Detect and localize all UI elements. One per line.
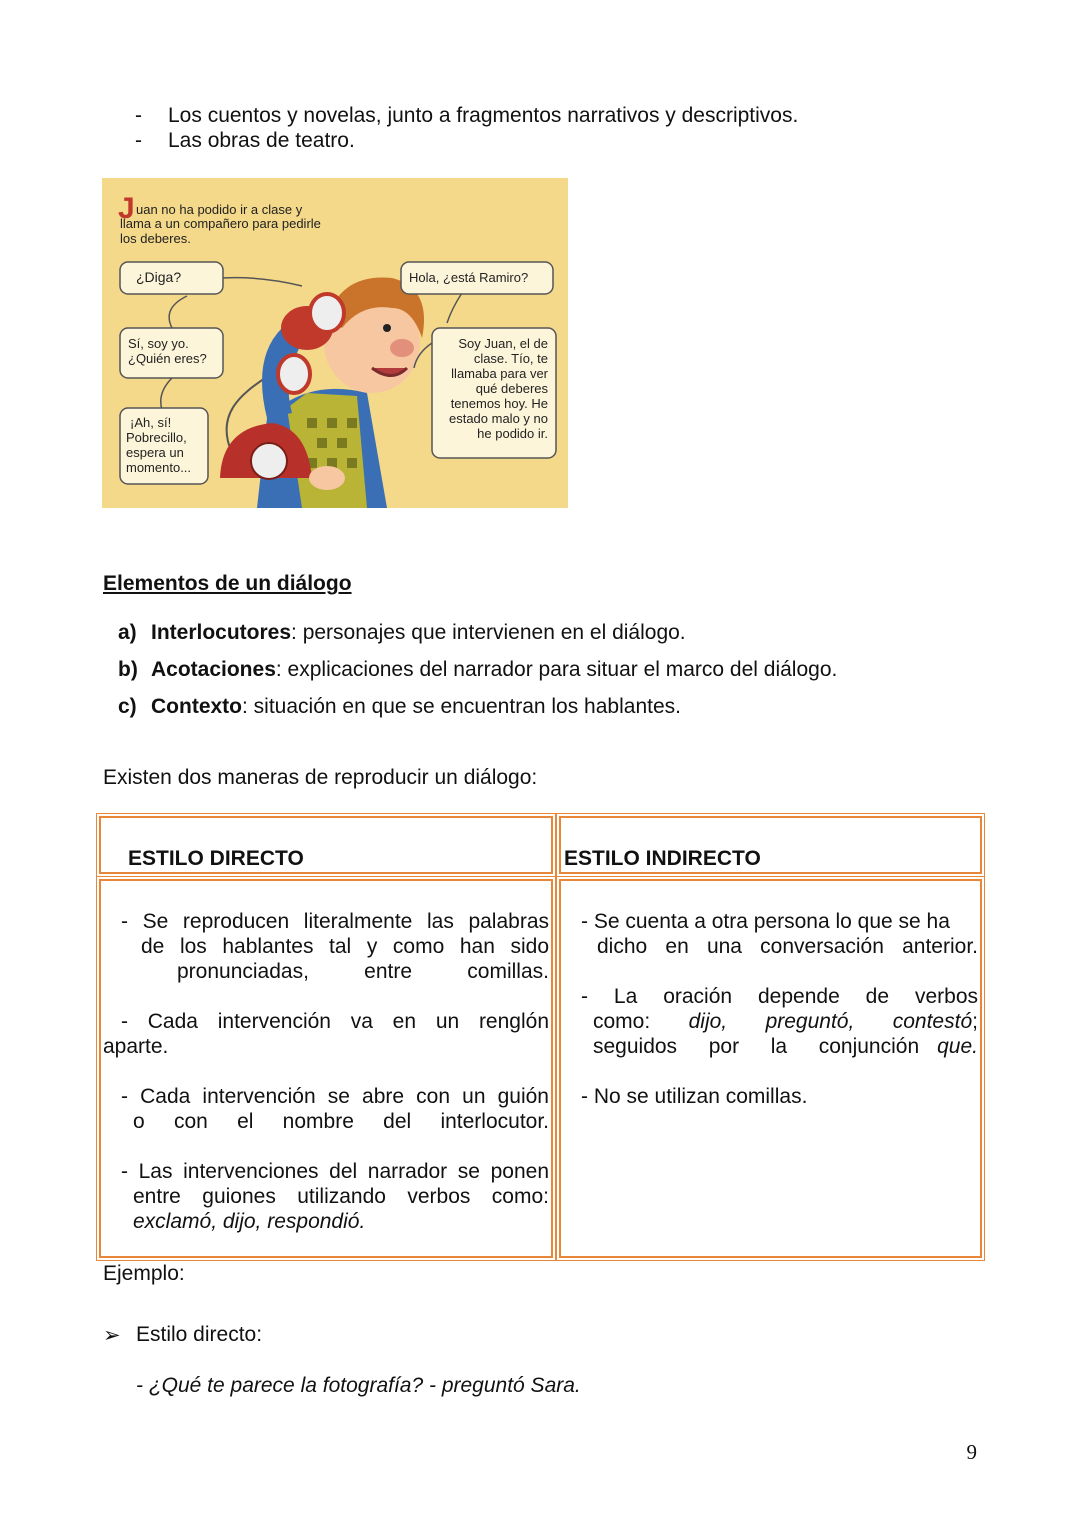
character-hand <box>309 466 345 490</box>
phone-dial <box>251 443 287 479</box>
direct-line: - Cada intervención se abre con un guión <box>121 1085 549 1108</box>
bubble-juan-text: clase. Tío, te <box>473 351 548 366</box>
caption-line: llama a un compañero para pedirle <box>120 216 321 231</box>
bubble-ah-text: momento... <box>126 460 192 475</box>
element-item <box>118 695 681 719</box>
example-sentence: - ¿Qué te parece la fotografía? - preguntó Sara. <box>136 1374 581 1397</box>
page-number: 9 <box>966 1440 977 1464</box>
element-desc: : explicaciones del narrador para situar el marco del diálogo. <box>275 658 838 681</box>
caption-initial: J <box>118 192 135 225</box>
indirect-line: - No se utilizan comillas. <box>581 1085 808 1108</box>
direct-line: aparte. <box>103 1035 169 1058</box>
element-label: a) <box>118 621 137 644</box>
bubble-juan-text: Soy Juan, el de <box>458 336 548 351</box>
bubble-ah-text: ¡Ah, sí! <box>130 415 172 430</box>
caption-line: los deberes. <box>120 231 191 246</box>
bullet-arrow-icon: ➢ <box>103 1324 121 1347</box>
example-bullet-text: Estilo directo: <box>136 1323 263 1346</box>
bullet-text: Los cuentos y novelas, junto a fragmentos narrativos y descriptivos. <box>168 104 799 127</box>
direct-line-verbs: exclamó, dijo, respondió. <box>133 1210 366 1233</box>
indirect-line: - Se cuenta a otra persona lo que se ha <box>581 910 950 933</box>
table-header-direct <box>99 816 553 874</box>
table-header-indirect <box>559 816 982 874</box>
handset-earpiece <box>310 294 344 332</box>
bullet-dash: - <box>135 129 142 152</box>
verb-contesto: contestó <box>892 1010 973 1033</box>
bubble-juan-text: tenemos hoy. He <box>450 396 548 411</box>
direct-line: de los hablantes tal y como han sido <box>141 935 549 958</box>
bubble-hola-text: Hola, ¿está Ramiro? <box>409 270 529 285</box>
bubble-juan-text: estado malo y no <box>448 411 548 426</box>
element-term: Contexto <box>151 695 242 718</box>
verbs-intro: como: <box>593 1010 651 1033</box>
bullet-dash: - <box>135 104 142 127</box>
element-term: Acotaciones <box>151 658 276 681</box>
direct-line: - Se reproducen literalmente las palabras <box>121 910 549 933</box>
bubble-juan-text: he podido ir. <box>477 426 548 441</box>
direct-line: - Cada intervención va en un renglón <box>121 1010 549 1033</box>
intro-sentence: Existen dos maneras de reproducir un diálogo: <box>103 766 538 789</box>
bubble-ah-text: Pobrecillo, <box>126 430 187 445</box>
bullet-text: Las obras de teatro. <box>168 129 355 152</box>
caption-line: uan no ha podido ir a clase y <box>136 202 303 217</box>
element-desc: : situación en que se encuentran los hablantes. <box>242 695 681 718</box>
verb-dijo: dijo, <box>688 1010 728 1033</box>
bubble-si-text: Sí, soy yo. <box>128 336 189 351</box>
indirect-line: dicho en una conversación anterior. <box>597 935 978 958</box>
bubble-ah-text: espera un <box>126 445 184 460</box>
bubble-juan-text: qué deberes <box>475 381 548 396</box>
element-term: Interlocutores <box>151 621 292 644</box>
example-label: Ejemplo: <box>103 1262 185 1285</box>
direct-line: - Las intervenciones del narrador se ponen <box>121 1160 549 1183</box>
verbs-semicolon: ; <box>972 1010 978 1033</box>
bubble-juan-text: llamaba para ver <box>451 366 548 381</box>
character-nose <box>390 339 414 357</box>
indirect-line: - La oración depende de verbos <box>581 985 978 1008</box>
element-label: c) <box>118 695 137 718</box>
bubble-si-text: ¿Quién eres? <box>128 351 207 366</box>
element-desc: : personajes que intervienen en el diálogo. <box>291 621 686 644</box>
section-title: Elementos de un diálogo <box>103 572 352 595</box>
handset-mouthpiece <box>278 355 310 393</box>
conjunction-que: que. <box>937 1035 978 1058</box>
indirect-line <box>593 1034 978 1059</box>
direct-line: o con el nombre del interlocutor. <box>133 1110 549 1133</box>
indirect-line-verbs <box>593 1009 978 1034</box>
header-indirect-label: ESTILO INDIRECTO <box>564 847 761 870</box>
character-eye <box>383 324 391 332</box>
conjunction-intro: seguidos por la conjunción <box>593 1035 920 1058</box>
bubble-diga-text: ¿Diga? <box>136 269 182 285</box>
element-item <box>118 658 837 682</box>
comic-illustration <box>102 178 568 508</box>
direct-line: pronunciadas, entre comillas. <box>177 960 549 983</box>
element-label: b) <box>118 658 138 681</box>
header-direct-label: ESTILO DIRECTO <box>128 847 304 870</box>
element-item <box>118 621 686 645</box>
verb-pregunto: preguntó, <box>765 1010 855 1033</box>
direct-line: entre guiones utilizando verbos como: <box>133 1185 549 1208</box>
